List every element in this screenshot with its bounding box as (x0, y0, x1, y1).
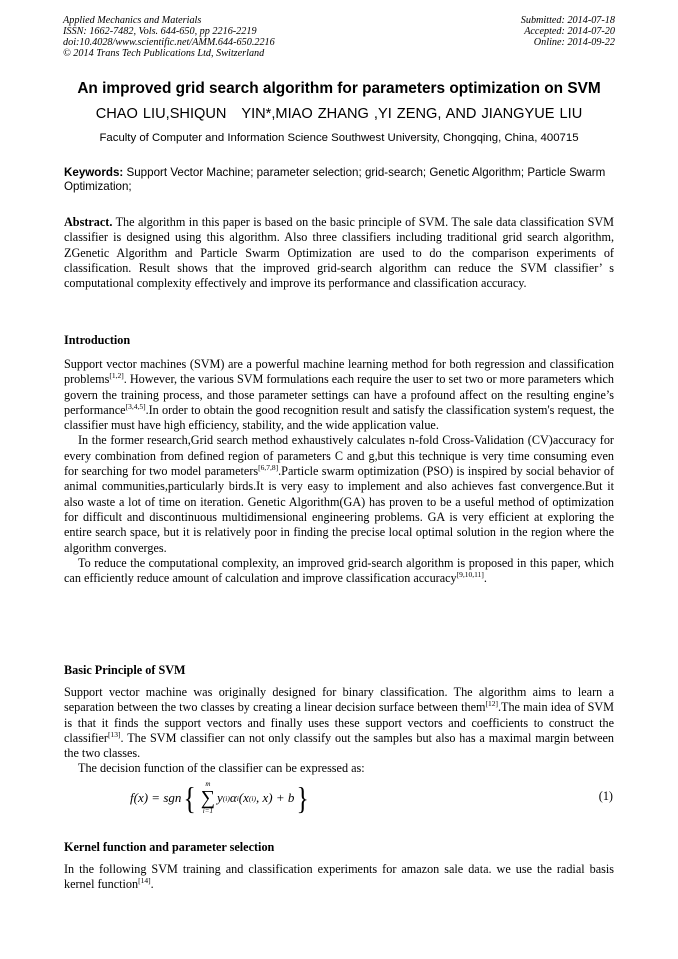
issn: ISSN: 1662-7482, Vols. 644-650, pp 2216-2219 (63, 26, 257, 37)
section-heading-introduction: Introduction (64, 333, 131, 347)
decision-function-equation: f(x) = sgn { m ∑ i=1 y (i) α i (x (i) , x) + b } (130, 780, 310, 816)
abstract-label: Abstract. (64, 215, 113, 229)
doi: doi:10.4028/www.scientific.net/AMM.644-650.2216 (63, 37, 275, 48)
keywords-label: Keywords: (64, 166, 124, 179)
section-heading-basic-principle: Basic Principle of SVM (64, 663, 186, 677)
introduction-body (64, 357, 614, 586)
paper-title: An improved grid search algorithm for parameters optimization on SVM (77, 80, 601, 97)
citation: [9,10,11] (456, 570, 484, 580)
equation-number: (1) (598, 789, 613, 803)
journal-name: Applied Mechanics and Materials (63, 15, 202, 26)
paragraph: In the following SVM training and classification experiments for amazon sale data. we use the radial basis kernel function[14]. (64, 862, 614, 892)
abstract-text: The algorithm in this paper is based on the basic principle of SVM. The sale data classification SVM classifier is designed using this algorithm. Also three classifiers including traditional grid search algorithm, ZGenetic Algorithm and Particle Swarm Optimization are used to do the comparison experiments of classification. Result shows that the improved grid-search algorithm can reduce the SVM classifier’ s computational complexity effectively and improve its performance and classification accuracy. (64, 215, 614, 291)
affiliation: Faculty of Computer and Information Science Southwest University, Chongqing, China, 400715 (99, 132, 579, 144)
basic-principle-body (64, 685, 614, 777)
abstract (64, 215, 614, 291)
citation: [6,7,8] (258, 463, 279, 473)
submitted-date: Submitted: 2014-07-18 (520, 15, 615, 26)
keywords (64, 166, 614, 194)
accepted-date: Accepted: 2014-07-20 (524, 26, 615, 37)
citation: [3,4,5] (125, 401, 146, 411)
citation: [13] (108, 729, 121, 739)
paragraph: To reduce the computational complexity, an improved grid-search algorithm is proposed in this paper, which can efficiently reduce amount of calculation and improve classification accuracy[9,10,11]. (64, 555, 614, 586)
summation-symbol: m ∑ i=1 (200, 780, 215, 815)
authors: CHAO LIU,SHIQUN YIN*,MIAO ZHANG ,YI ZENG, AND JIANGYUE LIU (95, 106, 583, 122)
kernel-body (64, 862, 614, 893)
keywords-text: Support Vector Machine; parameter selection; grid-search; Genetic Algorithm; Particle Swarm Optimization; (64, 166, 606, 193)
paragraph: Support vector machine was originally designed for binary classification. The algorithm aims to learn a separation between the two classes by creating a linear decision surface between them[12].The main idea of SVM is that it finds the support vectors and finally uses these support vectors and coefficients to construct the classifier[13]. The SVM classifier can not only classify out the samples but also has a maximal margin between the two classes. (64, 685, 615, 761)
citation: [12] (485, 699, 498, 709)
paragraph: Support vector machines (SVM) are a powerful machine learning method for both regression and classification problems[1,2]. However, the various SVM formulations each require the user to set two or more parameters which govern the training process, and those parameter settings can have a profound affect on the resulting engine’s performance[3,4,5].In order to obtain the good recognition result and satisfy the classification system's request, the classifier must have high efficiency, stability, and the wide application value. (64, 357, 614, 433)
copyright: © 2014 Trans Tech Publications Ltd, Switzerland (63, 48, 265, 59)
section-heading-kernel: Kernel function and parameter selection (64, 840, 275, 854)
publication-dates (521, 15, 615, 48)
online-date: Online: 2014-09-22 (533, 37, 615, 48)
citation: [14] (138, 876, 151, 886)
paragraph: The decision function of the classifier can be expressed as: (78, 761, 365, 776)
paragraph: In the former research,Grid search method exhaustively calculates n-fold Cross-Validation (CV)accuracy for every combination from defined region of parameters C and g,but this technique is very time consuming even for searching for two model parameters[6,7,8].Particle swarm optimization (PSO) is inspired by social behavior of animal communities,particularly birds.It is very easy to implement and also achieves fast convergence.But it also waste a lot of time on iteration. Genetic Algorithm(GA) has proven to be a useful method of optimization for difficult and discontinuous multidimensional engineering problems. GA is very efficient at exploring the entire search space, but it is relatively poor in finding the precise local optimal solution in the region where the algorithm converges. (64, 433, 614, 555)
journal-info (63, 15, 275, 59)
citation: [1,2] (109, 371, 124, 381)
